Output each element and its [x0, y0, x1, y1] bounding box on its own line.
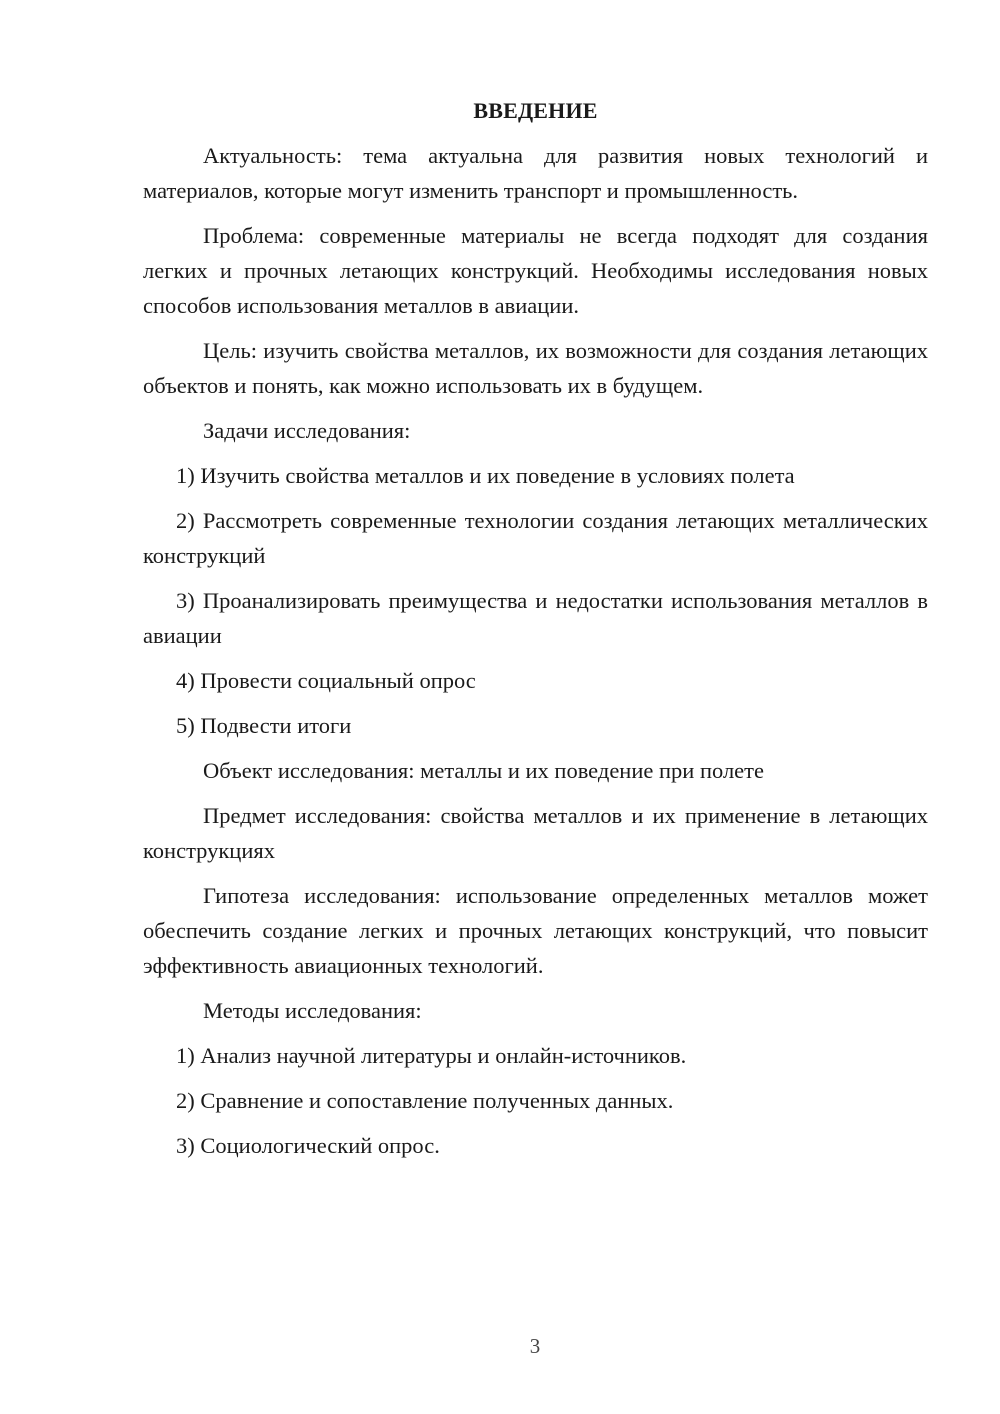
method-item-3: 3) Социологический опрос. — [176, 1133, 440, 1158]
task-item-4: 4) Провести социальный опрос — [176, 668, 476, 693]
page-number: 3 — [529, 1334, 541, 1358]
task-item-5: 5) Подвести итоги — [176, 713, 352, 738]
section-title: ВВЕДЕНИЕ — [473, 98, 598, 123]
subject-paragraph: Предмет исследования: свойства металлов и их применение в летающих конструкциях — [143, 803, 928, 863]
task-item-1: 1) Изучить свойства металлов и их поведение в условиях полета — [176, 463, 795, 488]
problem-paragraph: Проблема: современные материалы не всегда подходят для создания легких и прочных летающих конструкций. Необходимы исследования новых способов использования металлов в авиации. — [143, 223, 928, 318]
method-item-1: 1) Анализ научной литературы и онлайн-источников. — [176, 1043, 687, 1068]
object-paragraph: Объект исследования: металлы и их поведение при полете — [203, 758, 764, 783]
task-item-3: 3) Проанализировать преимущества и недостатки использования металлов в авиации — [143, 588, 928, 648]
tasks-heading: Задачи исследования: — [203, 418, 411, 443]
method-item-2: 2) Сравнение и сопоставление полученных данных. — [176, 1088, 674, 1113]
methods-heading: Методы исследования: — [203, 998, 422, 1023]
relevance-paragraph: Актуальность: тема актуальна для развития новых технологий и материалов, которые могут изменить транспорт и промышленность. — [143, 143, 928, 203]
hypothesis-paragraph: Гипотеза исследования: использование определенных металлов может обеспечить создание легких и прочных летающих конструкций, что повысит эффективность авиационных технологий. — [143, 883, 928, 978]
page-content — [143, 96, 928, 1163]
task-item-2: 2) Рассмотреть современные технологии создания летающих металлических конструкций — [143, 508, 928, 568]
goal-paragraph: Цель: изучить свойства металлов, их возможности для создания летающих объектов и понять, как можно использовать их в будущем. — [143, 338, 928, 398]
